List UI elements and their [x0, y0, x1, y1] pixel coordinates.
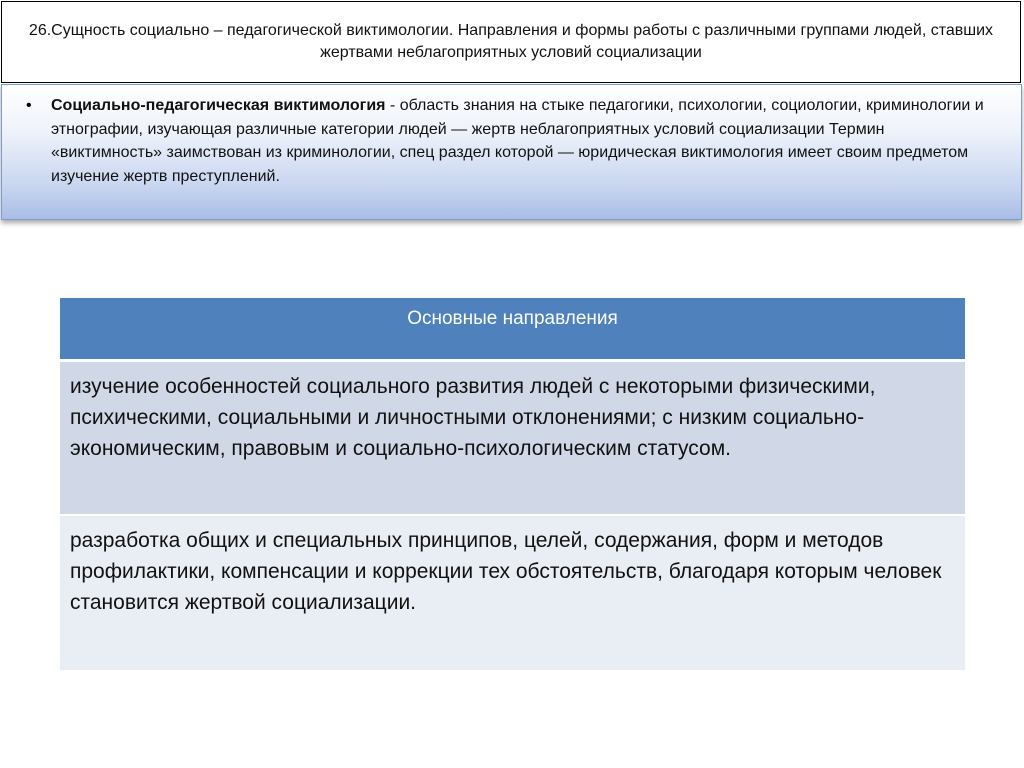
table-header-row	[60, 298, 965, 360]
definition-box	[1, 84, 1022, 220]
table-header: Основные направления	[60, 298, 965, 360]
slide-title: 26.Сущность социально – педагогической виктимологии. Направления и формы работы с различными группами людей, ставших жертвами неблагоприятных условий социализации	[28, 22, 994, 61]
table-cell-1: изучение особенностей социального развития людей с некоторыми физическими, психическими, социальными и личностными отклонениями; с низким социально-экономическим, правовым и социально-психологическим статусом.	[70, 374, 876, 460]
definition-paragraph	[51, 94, 991, 188]
bullet-marker: •	[26, 97, 32, 114]
definition-term: Социально-педагогическая виктимология	[51, 97, 386, 114]
slide-title-box	[1, 1, 1021, 83]
directions-table	[60, 298, 965, 670]
definition-text: - область знания на стыке педагогики, психологии, социологии, криминологии и этнографии, изучающая различные категории людей — жертв неблагоприятных условий социализации Термин «виктимность» заимствован из криминологии, спец раздел которой — юридическая виктимология имеет своим предметом изучение жертв преступлений.	[51, 97, 984, 185]
table-row	[60, 515, 965, 670]
table-cell-2: разработка общих и специальных принципов, целей, содержания, форм и методов профилактики, компенсации и коррекции тех обстоятельств, благодаря которым человек становится жертвой социализации.	[70, 529, 942, 614]
table-row	[60, 360, 965, 515]
